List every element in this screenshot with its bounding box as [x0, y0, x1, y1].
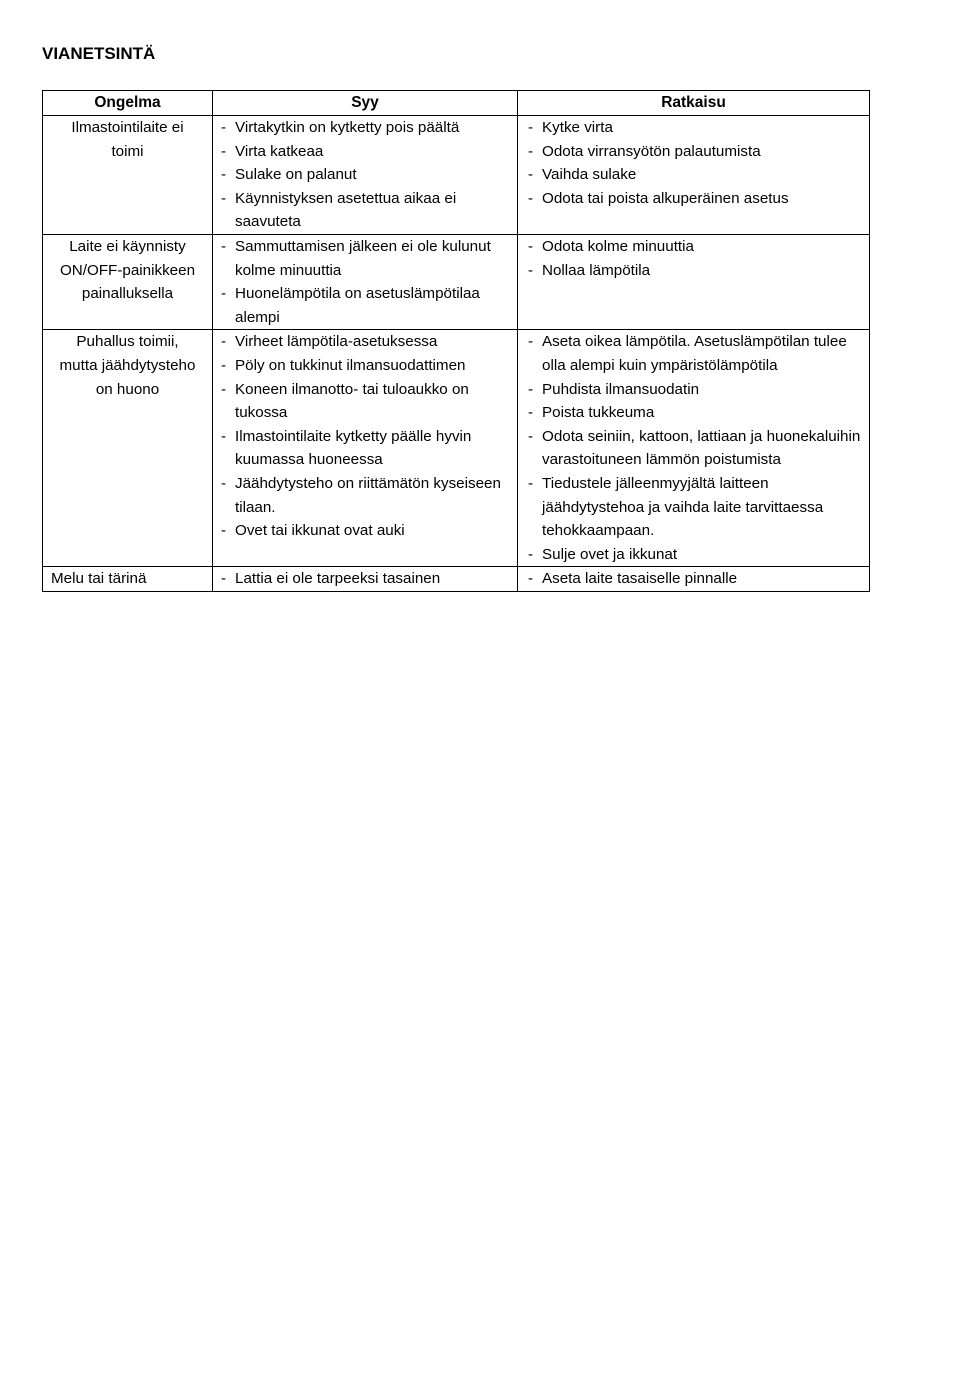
solution-item: - Nollaa lämpötila — [528, 259, 869, 283]
cause-cell — [213, 330, 518, 567]
cause-cell — [213, 116, 518, 235]
solution-item: - Odota virransyötön palautumista — [528, 140, 869, 164]
cause-list — [221, 567, 517, 591]
problem-text: Laite ei käynnisty ON/OFF-painikkeen painalluksella — [59, 237, 196, 303]
column-header-cause: Syy — [213, 91, 518, 116]
cause-list — [221, 116, 517, 234]
table-row — [43, 567, 870, 592]
cause-item: - Virta katkeaa — [221, 140, 517, 164]
solution-cell — [518, 234, 870, 329]
cause-item: - Sammuttamisen jälkeen ei ole kulunut kolme minuuttia — [221, 235, 517, 282]
page-title: VIANETSINTÄ — [42, 44, 156, 63]
solution-list — [528, 116, 869, 210]
cause-item: - Sulake on palanut — [221, 163, 517, 187]
problem-cell — [43, 116, 213, 235]
cause-item: - Pöly on tukkinut ilmansuodattimen — [221, 354, 517, 378]
cause-item: - Lattia ei ole tarpeeksi tasainen — [221, 567, 517, 591]
cause-item: - Ovet tai ikkunat ovat auki — [221, 519, 517, 543]
cause-item: - Ilmastointilaite kytketty päälle hyvin kuumassa huoneessa — [221, 425, 517, 472]
cause-item: - Virheet lämpötila-asetuksessa — [221, 330, 517, 354]
solution-item: - Puhdista ilmansuodatin — [528, 378, 869, 402]
cause-cell — [213, 234, 518, 329]
problem-cell — [43, 234, 213, 329]
table-row — [43, 234, 870, 329]
solution-list — [528, 330, 869, 566]
table-header-row — [43, 91, 870, 116]
solution-item: - Aseta oikea lämpötila. Asetuslämpötilan tulee olla alempi kuin ympäristölämpötila — [528, 330, 869, 377]
problem-cell — [43, 567, 213, 592]
solution-item: - Sulje ovet ja ikkunat — [528, 543, 869, 567]
problem-text: Ilmastointilaite ei toimi — [71, 119, 184, 160]
troubleshooting-table — [42, 90, 870, 592]
solution-list — [528, 235, 869, 282]
cause-item: - Käynnistyksen asetettua aikaa ei saavuteta — [221, 187, 517, 234]
cause-item: - Koneen ilmanotto- tai tuloaukko on tukossa — [221, 378, 517, 425]
table-row — [43, 330, 870, 567]
problem-text: Melu tai tärinä — [51, 570, 147, 588]
column-header-solution: Ratkaisu — [518, 91, 870, 116]
cause-item: - Jäähdytysteho on riittämätön kyseiseen tilaan. — [221, 472, 517, 519]
cause-list — [221, 330, 517, 542]
solution-item: - Odota kolme minuuttia — [528, 235, 869, 259]
problem-cell — [43, 330, 213, 567]
solution-cell — [518, 567, 870, 592]
cause-cell — [213, 567, 518, 592]
solution-item: - Poista tukkeuma — [528, 401, 869, 425]
cause-item: - Virtakytkin on kytketty pois päältä — [221, 116, 517, 140]
solution-item: - Odota seiniin, kattoon, lattiaan ja huonekaluihin varastoituneen lämmön poistumista — [528, 425, 869, 472]
cause-list — [221, 235, 517, 329]
solution-item: - Tiedustele jälleenmyyjältä laitteen jäähdytystehoa ja vaihda laite tarvittaessa tehokkaampaan. — [528, 472, 869, 543]
solution-item: - Aseta laite tasaiselle pinnalle — [528, 567, 869, 591]
cause-item: - Huonelämpötila on asetuslämpötilaa alempi — [221, 282, 517, 329]
problem-text: Puhallus toimii, mutta jäähdytysteho on huono — [59, 333, 196, 398]
column-header-problem: Ongelma — [43, 91, 213, 116]
solution-list — [528, 567, 869, 591]
solution-item: - Odota tai poista alkuperäinen asetus — [528, 187, 869, 211]
solution-item: - Kytke virta — [528, 116, 869, 140]
solution-cell — [518, 330, 870, 567]
solution-cell — [518, 116, 870, 235]
solution-item: - Vaihda sulake — [528, 163, 869, 187]
table-row — [43, 116, 870, 235]
